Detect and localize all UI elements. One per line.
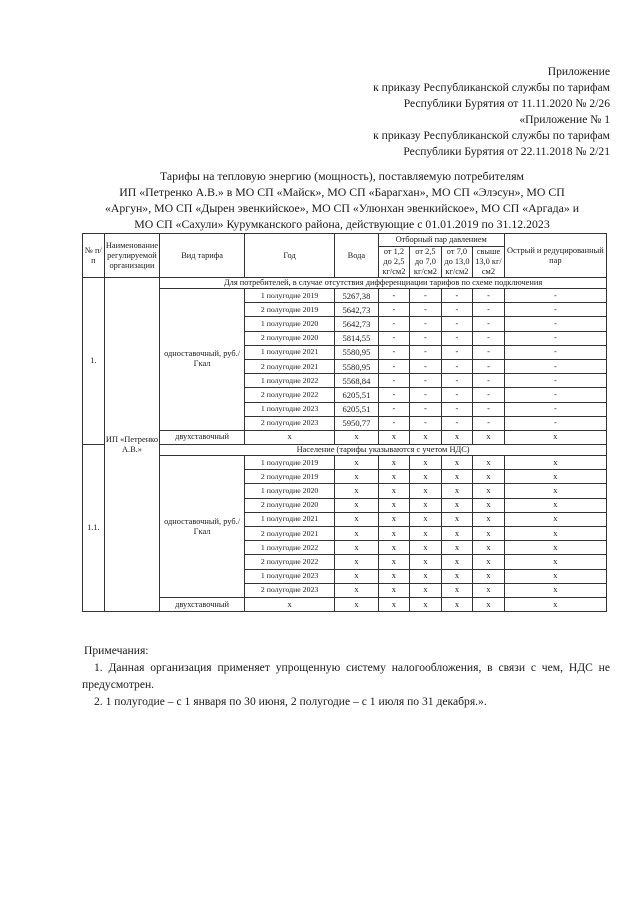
period-cell: 2 полугодие 2021 [244,527,334,541]
dash-cell: - [410,289,442,303]
period-cell: 2 полугодие 2020 [244,331,334,345]
dash-cell: - [378,317,410,331]
tariff-table-body [83,278,607,612]
note-item: 1. Данная организация применяет упрощенную систему налогообложения, в связи с чем, НДС не предусмотрен. [82,661,610,691]
dash-cell: - [378,374,410,388]
dash-cell: - [378,416,410,430]
x-cell: x [335,512,378,526]
x-cell: x [504,430,606,444]
x-cell: x [473,597,505,611]
header-pressure-1: от 1,2 до 2,5 кг/см2 [378,247,410,278]
x-cell: x [410,555,442,569]
table-row [83,430,607,444]
dash-cell: - [504,374,606,388]
header-year: Год [244,234,334,278]
dash-cell: - [473,331,505,345]
header-line: Приложение [547,65,610,78]
x-cell: x [378,470,410,484]
header-steam-group: Отборный пар давлением [378,234,504,247]
section-row [83,445,607,456]
x-cell: x [335,555,378,569]
dash-cell: - [410,331,442,345]
x-cell: x [410,498,442,512]
period-cell: 1 полугодие 2019 [244,456,334,470]
period-cell: 2 полугодие 2020 [244,498,334,512]
document-title [62,168,622,232]
water-value-cell: 6205,51 [335,388,378,402]
water-value-cell: 5950,77 [335,416,378,430]
x-cell: x [335,430,378,444]
tariff-type-cell: одноставочный, руб./Гкал [160,289,245,431]
period-cell: 1 полугодие 2021 [244,345,334,359]
dash-cell: - [410,374,442,388]
period-cell: 1 полугодие 2022 [244,541,334,555]
header-line: «Приложение № 1 [519,113,610,126]
x-cell: x [473,498,505,512]
x-cell: x [441,456,473,470]
dash-cell: - [504,317,606,331]
x-cell: x [441,484,473,498]
x-cell: x [473,484,505,498]
period-cell: 2 полугодие 2019 [244,470,334,484]
period-cell: 1 полугодие 2020 [244,317,334,331]
x-cell: x [504,597,606,611]
x-cell: x [378,541,410,555]
header-num: № п/п [83,234,105,278]
dash-cell: - [504,416,606,430]
dash-cell: - [504,359,606,373]
org-name-cell: ИП «Петренко А.В.» [104,278,159,612]
dash-cell: - [441,402,473,416]
x-cell: x [335,470,378,484]
dash-cell: - [410,388,442,402]
header-pressure-3: от 7,0 до 13,0 кг/см2 [441,247,473,278]
dash-cell: - [441,331,473,345]
header-org: Наименование регулируемой организации [104,234,159,278]
water-value-cell: 5580,95 [335,345,378,359]
dash-cell: - [473,289,505,303]
header-line: Республики Бурятия от 22.11.2018 № 2/21 [403,145,610,158]
x-cell: x [410,456,442,470]
dash-cell: - [410,317,442,331]
header-line: к приказу Республиканской службы по тарифам [373,129,610,142]
x-cell: x [335,541,378,555]
x-cell: x [504,555,606,569]
x-cell: x [441,541,473,555]
header-line: Республики Бурятия от 11.11.2020 № 2/26 [403,97,610,110]
section-row [83,278,607,289]
x-cell: x [378,583,410,597]
x-cell: x [410,541,442,555]
dash-cell: - [504,289,606,303]
notes-section [82,642,610,710]
x-cell: x [504,527,606,541]
x-cell: x [410,569,442,583]
dash-cell: - [441,289,473,303]
x-cell: x [378,430,410,444]
x-cell: x [378,498,410,512]
tariff-type-cell: двухставочный [160,597,245,611]
section-title: Население (тарифы указываются с учетом НДС) [160,445,607,456]
dash-cell: - [441,388,473,402]
dash-cell: - [410,359,442,373]
period-cell: 2 полугодие 2019 [244,303,334,317]
header-line: к приказу Республиканской службы по тарифам [373,81,610,94]
period-cell: 2 полугодие 2023 [244,583,334,597]
x-cell: x [441,527,473,541]
period-cell: 2 полугодие 2022 [244,388,334,402]
dash-cell: - [441,359,473,373]
x-cell: x [378,512,410,526]
period-cell: 1 полугодие 2021 [244,512,334,526]
dash-cell: - [441,317,473,331]
table-row [83,456,607,470]
dash-cell: - [378,331,410,345]
x-cell: x [473,569,505,583]
x-cell: x [335,498,378,512]
x-cell: x [378,569,410,583]
dash-cell: - [378,388,410,402]
dash-cell: - [473,374,505,388]
x-cell: x [441,430,473,444]
x-cell: x [504,484,606,498]
water-value-cell: 5568,84 [335,374,378,388]
x-cell: x [335,597,378,611]
x-cell: x [441,597,473,611]
x-cell: x [378,484,410,498]
dash-cell: - [473,345,505,359]
x-cell: x [504,456,606,470]
dash-cell: - [410,345,442,359]
dash-cell: - [410,303,442,317]
dash-cell: - [441,416,473,430]
header-sharp-steam: Острый и редуцированный пар [504,234,606,278]
dash-cell: - [473,303,505,317]
dash-cell: - [441,345,473,359]
x-cell: x [504,512,606,526]
x-cell: x [335,527,378,541]
x-cell: x [244,430,334,444]
x-cell: x [473,527,505,541]
notes-heading: Примечания: [84,644,149,657]
x-cell: x [378,555,410,569]
x-cell: x [410,597,442,611]
table-row [83,597,607,611]
tariff-table-wrapper [82,233,607,612]
title-line: «Аргун», МО СП «Дырен эвенкийское», МО СП «Улюнхан эвенкийское», МО СП «Аргада» и [104,201,580,215]
period-cell: 2 полугодие 2023 [244,416,334,430]
x-cell: x [378,456,410,470]
approval-header [230,64,610,160]
water-value-cell: 5642,73 [335,317,378,331]
x-cell: x [473,541,505,555]
header-pressure-4: свыше 13,0 кг/см2 [473,247,505,278]
dash-cell: - [473,388,505,402]
dash-cell: - [378,289,410,303]
tariff-type-cell: одноставочный, руб./Гкал [160,456,245,598]
x-cell: x [473,456,505,470]
tariff-table [82,233,607,612]
dash-cell: - [378,402,410,416]
period-cell: 1 полугодие 2023 [244,569,334,583]
title-line: ИП «Петренко А.В.» в МО СП «Майск», МО СП «Барагхан», МО СП «Элэсун», МО СП [119,185,565,199]
x-cell: x [244,597,334,611]
dash-cell: - [378,303,410,317]
dash-cell: - [441,374,473,388]
x-cell: x [378,527,410,541]
x-cell: x [441,470,473,484]
header-water: Вода [335,234,378,278]
tariff-type-cell: двухставочный [160,430,245,444]
x-cell: x [410,583,442,597]
x-cell: x [378,597,410,611]
x-cell: x [441,569,473,583]
dash-cell: - [473,359,505,373]
water-value-cell: 5580,95 [335,359,378,373]
dash-cell: - [504,303,606,317]
period-cell: 1 полугодие 2022 [244,374,334,388]
note-item: 2. 1 полугодие – с 1 января по 30 июня, 2 полугодие – с 1 июля по 31 декабря.». [94,695,487,708]
x-cell: x [441,555,473,569]
dash-cell: - [473,416,505,430]
dash-cell: - [504,345,606,359]
period-cell: 1 полугодие 2020 [244,484,334,498]
table-row [83,289,607,303]
dash-cell: - [504,402,606,416]
x-cell: x [335,456,378,470]
dash-cell: - [504,388,606,402]
water-value-cell: 5267,38 [335,289,378,303]
x-cell: x [410,527,442,541]
x-cell: x [335,583,378,597]
x-cell: x [441,498,473,512]
x-cell: x [410,430,442,444]
period-cell: 2 полугодие 2022 [244,555,334,569]
section-num: 1.1. [83,445,105,612]
x-cell: x [473,430,505,444]
dash-cell: - [378,359,410,373]
header-tariff-type: Вид тарифа [160,234,245,278]
period-cell: 1 полугодие 2023 [244,402,334,416]
x-cell: x [473,470,505,484]
dash-cell: - [410,402,442,416]
x-cell: x [441,512,473,526]
water-value-cell: 6205,51 [335,402,378,416]
period-cell: 2 полугодие 2021 [244,359,334,373]
dash-cell: - [473,402,505,416]
section-num: 1. [83,278,105,445]
dash-cell: - [378,345,410,359]
water-value-cell: 5814,55 [335,331,378,345]
dash-cell: - [473,317,505,331]
x-cell: x [410,512,442,526]
x-cell: x [473,555,505,569]
x-cell: x [504,583,606,597]
x-cell: x [504,541,606,555]
x-cell: x [410,470,442,484]
x-cell: x [504,470,606,484]
title-line: МО СП «Сахули» Курумканского района, действующие с 01.01.2019 по 31.12.2023 [134,217,550,231]
x-cell: x [335,484,378,498]
dash-cell: - [410,416,442,430]
x-cell: x [504,569,606,583]
water-value-cell: 5642,73 [335,303,378,317]
x-cell: x [410,484,442,498]
section-title: Для потребителей, в случае отсутствия дифференциации тарифов по схеме подключения [160,278,607,289]
period-cell: 1 полугодие 2019 [244,289,334,303]
x-cell: x [504,498,606,512]
x-cell: x [441,583,473,597]
title-line: Тарифы на тепловую энергию (мощность), поставляемую потребителям [160,169,524,183]
header-pressure-2: от 2,5 до 7,0 кг/см2 [410,247,442,278]
dash-cell: - [504,331,606,345]
x-cell: x [473,512,505,526]
dash-cell: - [441,303,473,317]
x-cell: x [473,583,505,597]
x-cell: x [335,569,378,583]
